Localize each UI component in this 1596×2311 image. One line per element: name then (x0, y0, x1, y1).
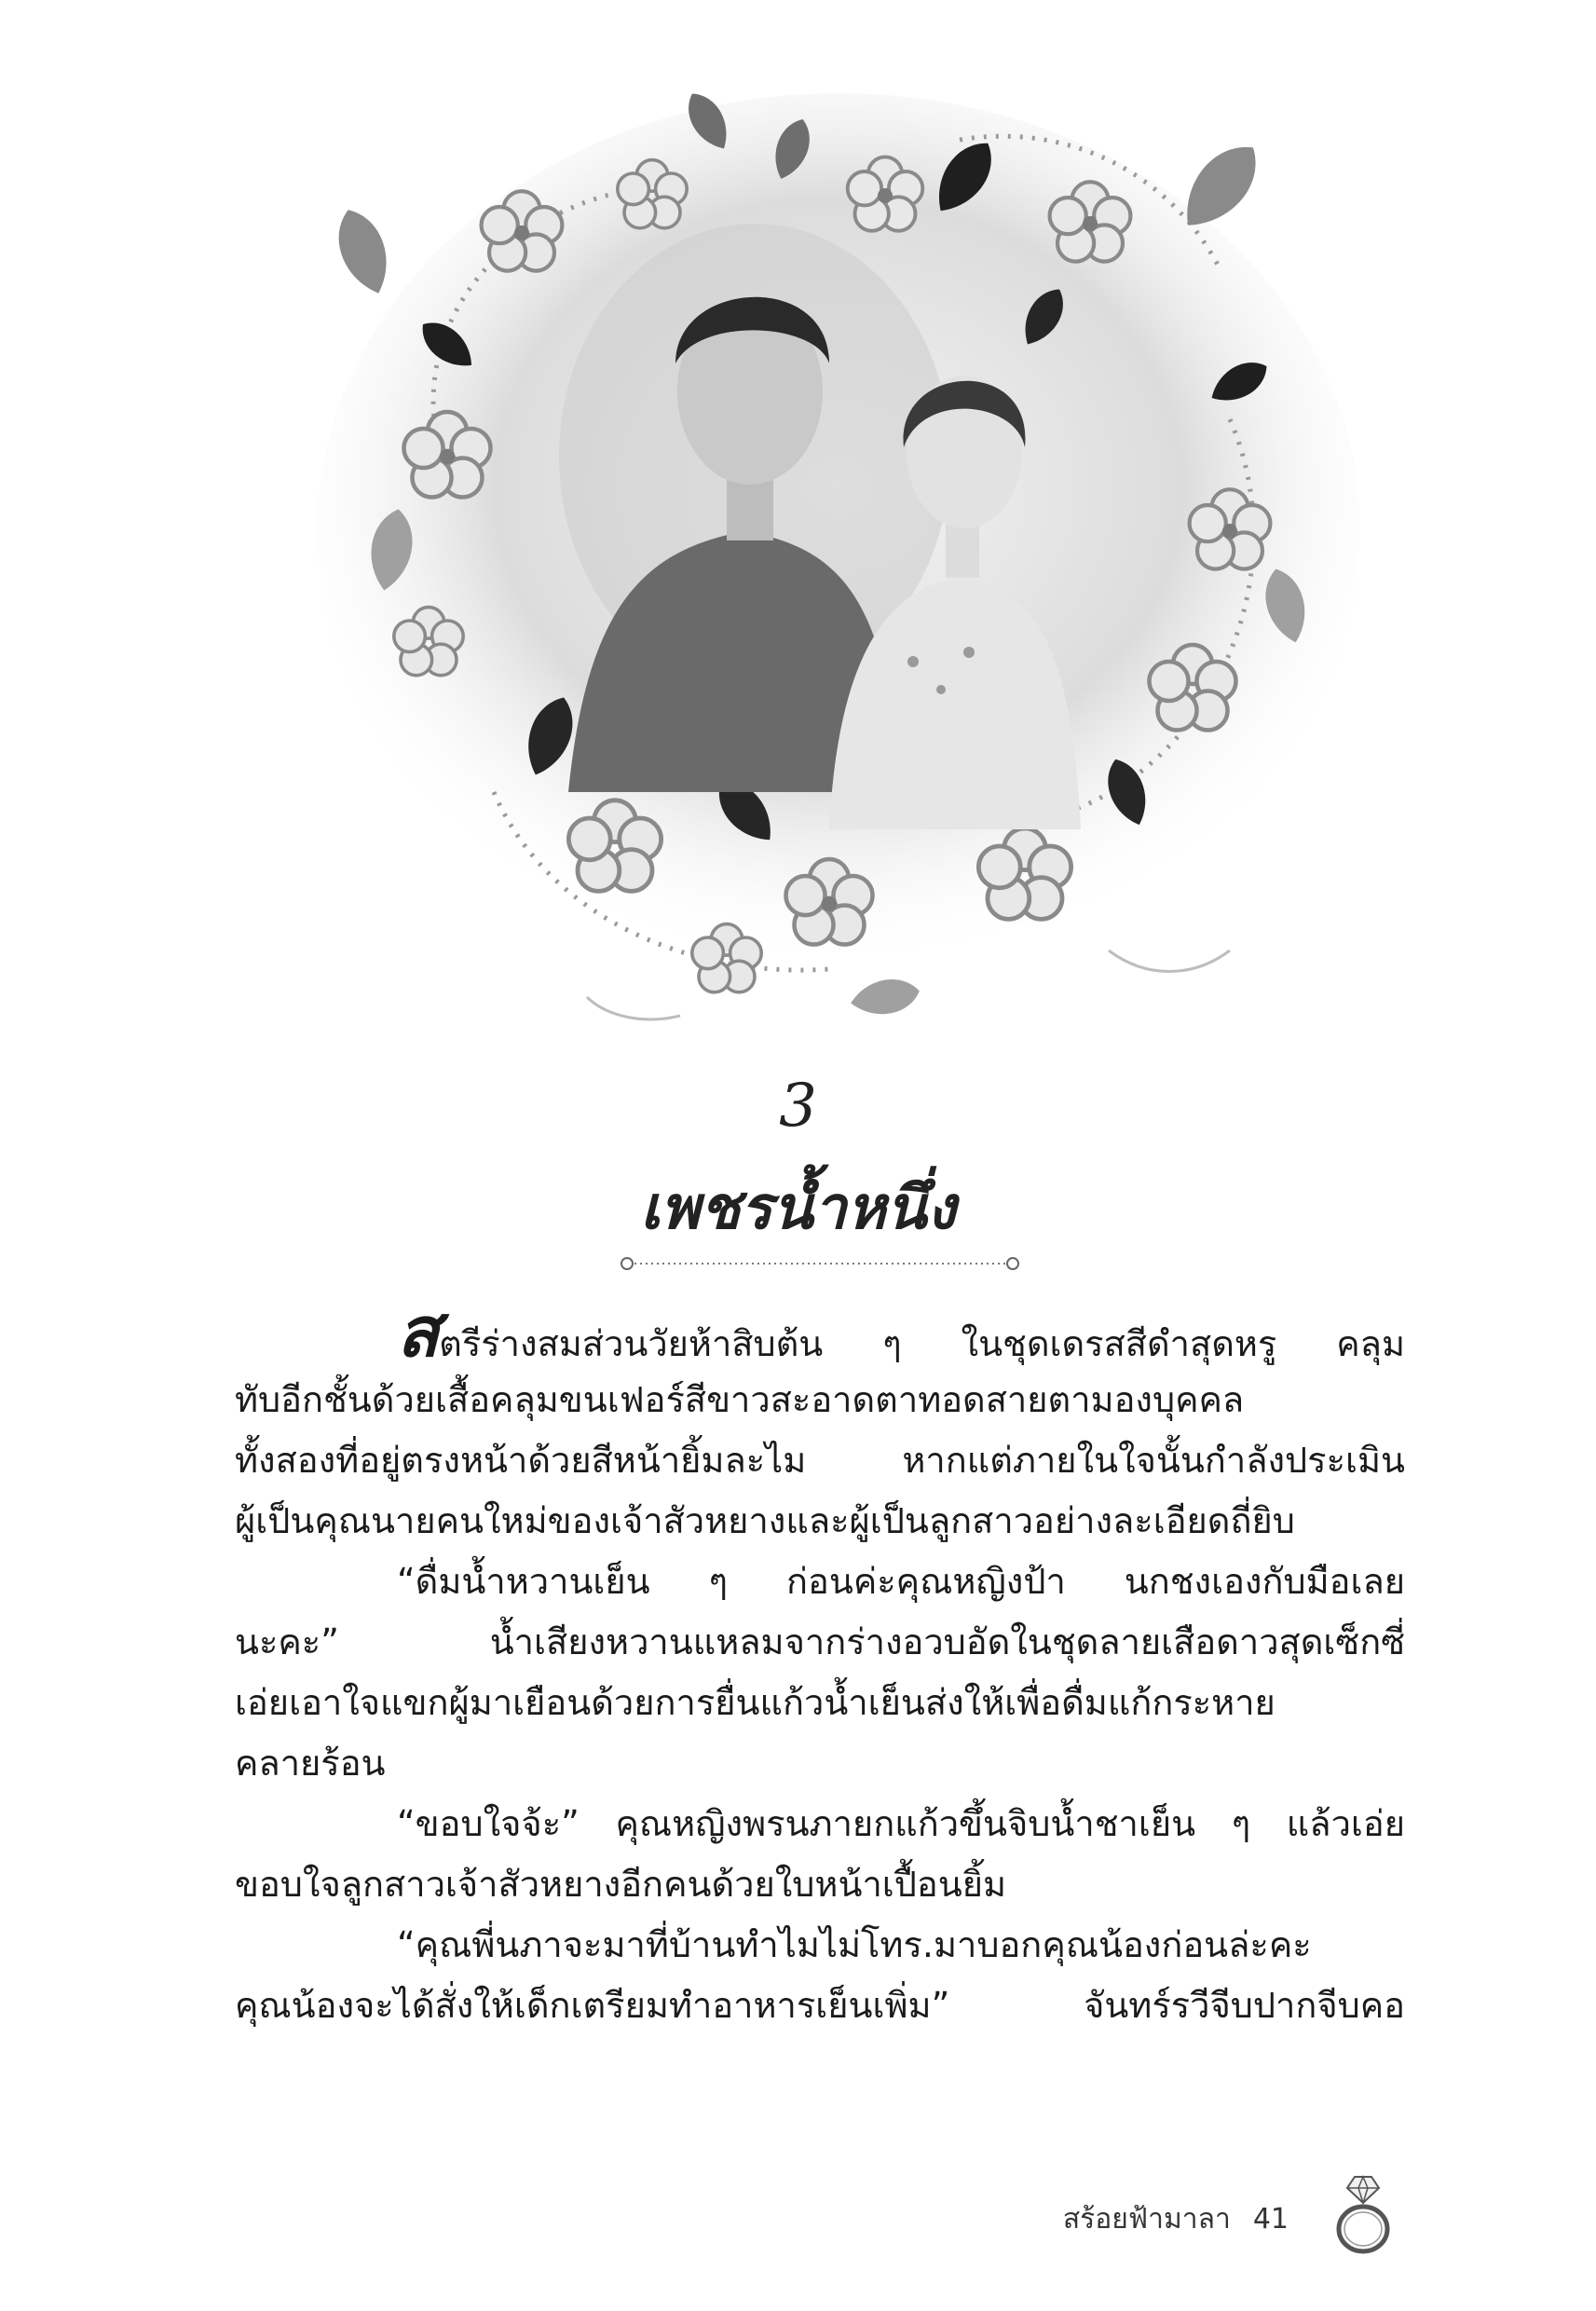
chapter-title: เพชรน้ำหนึ่ง (640, 1174, 956, 1243)
body-line: คุณน้องจะได้สั่งให้เด็กเตรียมทำอาหารเย็นเพิ่ม” จันทร์รวีจีบปากจีบคอ (235, 1985, 1405, 2026)
body-line: นะคะ” น้ำเสียงหวานแหลมจากร่างอวบอัดในชุดลายเสือดาวสุดเซ็กซี่ (235, 1621, 1405, 1662)
body-line: ผู้เป็นคุณนายคนใหม่ของเจ้าสัวหยางและผู้เป็นลูกสาวอย่างละเอียดถี่ยิบ (235, 1500, 1295, 1541)
page-number: 41 (1252, 2203, 1289, 2236)
diamond-ring-icon (1330, 2171, 1396, 2257)
body-line: คลายร้อน (235, 1743, 386, 1784)
page-footer (1041, 2197, 1289, 2241)
body-line: เอ่ยเอาใจแขกผู้มาเยือนด้วยการยื่นแก้วน้ำเย็นส่งให้เพื่อดื่มแก้กระหาย (235, 1682, 1275, 1723)
chapter-body (235, 1309, 1405, 2036)
body-line: สตรีร่างสมส่วนวัยห้าสิบต้น ๆ ในชุดเดรสสีดำสุดหรู คลุม (235, 1309, 1405, 1370)
body-line: ขอบใจลูกสาวเจ้าสัวหยางอีกคนด้วยใบหน้าเปื้อนยิ้ม (235, 1864, 1007, 1905)
chapter-number: 3 (779, 1072, 817, 1141)
body-line: “คุณพี่นภาจะมาที่บ้านทำไมไม่โทร.มาบอกคุณน้องก่อนล่ะคะ (397, 1924, 1312, 1965)
body-line: “ดื่มน้ำหวานเย็น ๆ ก่อนค่ะคุณหญิงป้า นกชงเองกับมือเลย (397, 1561, 1405, 1602)
couple-floral-wreath-illustration (307, 84, 1370, 1053)
body-line: “ขอบใจจ้ะ” คุณหญิงพรนภายกแก้วขึ้นจิบน้ำชาเย็น ๆ แล้วเอ่ย (397, 1803, 1405, 1844)
footer-book-title: สร้อยฟ้ามาลา (1062, 2203, 1231, 2236)
body-line: ทับอีกชั้นด้วยเสื้อคลุมขนเฟอร์สีขาวสะอาดตาทอดสายตามองบุคคล (235, 1379, 1245, 1420)
drop-cap: ส (397, 1309, 440, 1370)
body-line: ทั้งสองที่อยู่ตรงหน้าด้วยสีหน้ายิ้มละไม หากแต่ภายในใจนั้นกำลังประเมิน (235, 1440, 1405, 1481)
chapter-divider (620, 1252, 1020, 1275)
